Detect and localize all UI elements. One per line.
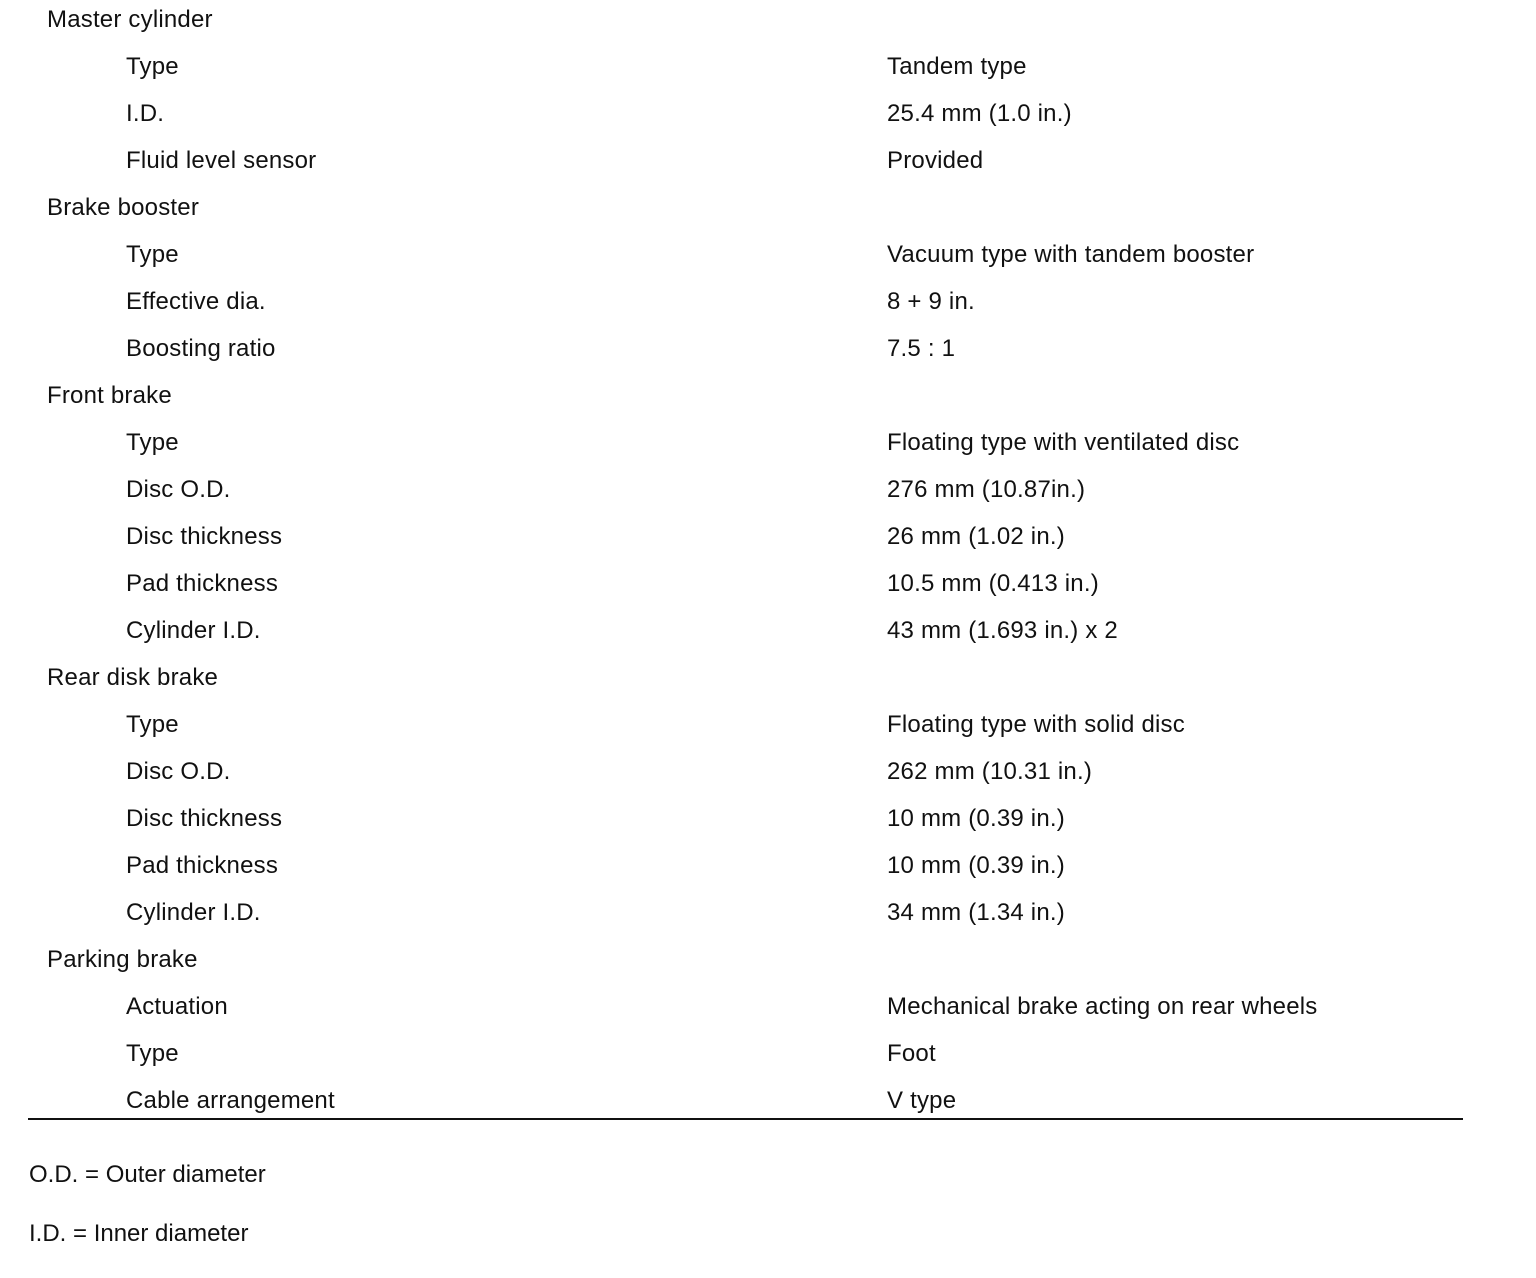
spec-value: Floating type with solid disc	[887, 711, 1185, 738]
spec-value: V type	[887, 1087, 957, 1114]
spec-label: Pad thickness	[126, 852, 279, 879]
spec-value: 43 mm (1.693 in.) x 2	[887, 617, 1118, 644]
spec-label: Disc O.D.	[126, 758, 231, 785]
spec-label: Type	[126, 241, 179, 268]
spec-label: I.D.	[126, 100, 165, 127]
section-title: Master cylinder	[47, 6, 213, 33]
spec-value: 8 + 9 in.	[887, 288, 975, 315]
spec-label: Actuation	[126, 993, 228, 1020]
spec-row	[0, 752, 1536, 799]
spec-row	[0, 1081, 1536, 1128]
spec-value: 276 mm (10.87in.)	[887, 476, 1086, 503]
section-row-master-cylinder	[0, 0, 1536, 47]
spec-label: Cylinder I.D.	[126, 617, 261, 644]
section-row-rear-disk-brake	[0, 658, 1536, 705]
spec-row	[0, 94, 1536, 141]
spec-value: 10 mm (0.39 in.)	[887, 852, 1065, 879]
spec-row	[0, 423, 1536, 470]
spec-value: 25.4 mm (1.0 in.)	[887, 100, 1072, 127]
spec-row	[0, 893, 1536, 940]
spec-label: Cylinder I.D.	[126, 899, 261, 926]
spec-label: Boosting ratio	[126, 335, 276, 362]
spec-label: Type	[126, 1040, 179, 1067]
spec-value: Foot	[887, 1040, 936, 1067]
section-row-brake-booster	[0, 188, 1536, 235]
section-title: Parking brake	[47, 946, 198, 973]
spec-row	[0, 282, 1536, 329]
spec-row	[0, 846, 1536, 893]
spec-row	[0, 141, 1536, 188]
spec-row	[0, 799, 1536, 846]
spec-label: Effective dia.	[126, 288, 266, 315]
spec-row	[0, 705, 1536, 752]
table-bottom-rule	[28, 1118, 1463, 1120]
spec-value: Tandem type	[887, 53, 1027, 80]
section-row-parking-brake	[0, 940, 1536, 987]
spec-label: Disc thickness	[126, 805, 283, 832]
spec-value: 262 mm (10.31 in.)	[887, 758, 1093, 785]
spec-value: 10.5 mm (0.413 in.)	[887, 570, 1099, 597]
section-title: Front brake	[47, 382, 172, 409]
spec-row	[0, 329, 1536, 376]
spec-row	[0, 1034, 1536, 1081]
spec-label: Cable arrangement	[126, 1087, 335, 1114]
spec-row	[0, 564, 1536, 611]
spec-row	[0, 611, 1536, 658]
spec-label: Disc thickness	[126, 523, 283, 550]
spec-value: Provided	[887, 147, 984, 174]
footnote-od: O.D. = Outer diameter	[29, 1161, 266, 1188]
spec-label: Disc O.D.	[126, 476, 231, 503]
spec-row	[0, 470, 1536, 517]
footnote-id: I.D. = Inner diameter	[29, 1220, 249, 1247]
spec-value: 26 mm (1.02 in.)	[887, 523, 1065, 550]
section-title: Rear disk brake	[47, 664, 219, 691]
spec-row	[0, 47, 1536, 94]
spec-row	[0, 987, 1536, 1034]
spec-value: Floating type with ventilated disc	[887, 429, 1240, 456]
spec-value: Mechanical brake acting on rear wheels	[887, 993, 1318, 1020]
section-row-front-brake	[0, 376, 1536, 423]
spec-row	[0, 235, 1536, 282]
spec-label: Type	[126, 53, 179, 80]
spec-value: 10 mm (0.39 in.)	[887, 805, 1065, 832]
spec-label: Pad thickness	[126, 570, 279, 597]
spec-value: Vacuum type with tandem booster	[887, 241, 1255, 268]
spec-row	[0, 517, 1536, 564]
spec-label: Type	[126, 711, 179, 738]
spec-value: 7.5 : 1	[887, 335, 956, 362]
section-title: Brake booster	[47, 194, 200, 221]
spec-label: Fluid level sensor	[126, 147, 317, 174]
spec-value: 34 mm (1.34 in.)	[887, 899, 1065, 926]
spec-label: Type	[126, 429, 179, 456]
